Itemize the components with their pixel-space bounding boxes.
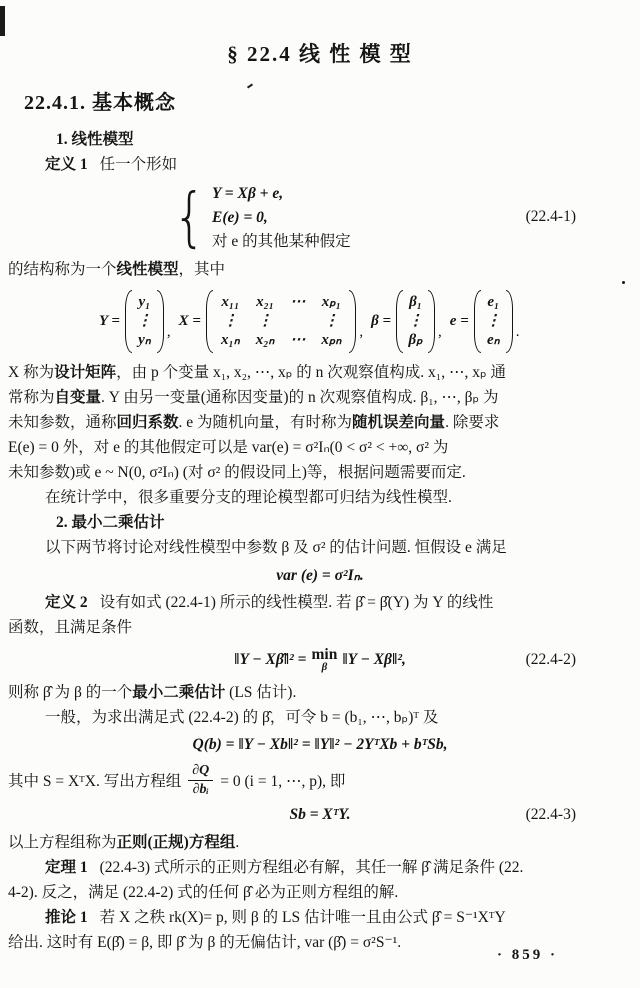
term-design-matrix: 设计矩阵 <box>54 364 117 381</box>
e-vector <box>474 290 513 353</box>
x-cell: xₚ₁ <box>321 293 341 310</box>
system-line-1: Y = Xβ + e, <box>212 185 284 202</box>
structure-text: 的结构称为一个 <box>8 261 117 278</box>
eq3-body: Sb = XᵀY. <box>289 806 351 823</box>
text: 其中 S = XᵀX. 写出方程组 <box>8 773 182 790</box>
term-random-error-vector: 随机误差向量 <box>352 414 446 431</box>
corollary-1-line-2: 给出. 这时有 E(β̂) = β, 即 β̂ 为 β 的无偏估计, var (β̂) = σ²S⁻¹. <box>8 934 402 951</box>
equation-number-1: (22.4-1) <box>525 208 576 225</box>
matrix-definitions <box>94 285 632 357</box>
system-lines <box>212 182 351 254</box>
paragraph-design-matrix-2 <box>8 385 632 410</box>
section-heading: 22.4.1. 基本概念 <box>24 92 176 114</box>
page-number: · 859 · <box>496 947 558 963</box>
fraction-numerator: ∂Q <box>188 763 213 781</box>
definition-2-line-1 <box>8 590 632 615</box>
paragraph-general: 一般，为求出满足式 (22.4-2) 的 β̂，可令 b = (b₁, ⋯, bₚ)ᵀ 及 <box>45 709 439 726</box>
term-independent-variable: 自变量 <box>54 389 102 406</box>
scan-artifact <box>622 281 625 284</box>
beta-dots: ⋮ <box>408 312 424 329</box>
y-entry: yₙ <box>138 331 151 348</box>
paragraph-normal-equations <box>8 830 632 855</box>
definition-1-label: 定义 1 <box>45 156 88 173</box>
paragraph-design-matrix-4: E(e) = 0 外，对 e 的其他假定可以是 var(e) = σ²Iₙ(0 < σ² < +∞, σ² 为 <box>8 439 449 456</box>
text: = 0 (i = 1, ⋯, p), 即 <box>220 773 346 790</box>
derivative-line <box>8 760 632 800</box>
equation-system <box>169 182 350 254</box>
text: X 称为 <box>8 364 55 381</box>
equation-22-4-2 <box>8 640 632 680</box>
chapter-title: § 22.4 线 性 模 型 <box>227 42 413 66</box>
paragraph-design-matrix-3 <box>8 410 632 435</box>
theorem-1-text: (22.4-3) 式所示的正则方程组必有解，其任一解 β̂ 满足条件 (22. <box>99 859 524 876</box>
separator: , <box>438 324 442 340</box>
beta-vector-label: β = <box>371 312 392 329</box>
paragraph-design-matrix-5: 未知参数)或 e ~ N(0, σ²Iₙ) (对 σ² 的假设同上)等，根据问题需要而定. <box>8 464 466 481</box>
equation-22-4-3 <box>8 800 632 830</box>
separator: , <box>359 324 364 340</box>
separator: . <box>515 324 520 340</box>
definition-2-label: 定义 2 <box>45 594 88 611</box>
x-dots: ⋮ <box>222 312 238 329</box>
x-dots: ⋮ <box>323 312 339 329</box>
system-line-2: E(e) = 0, <box>212 209 268 226</box>
text: ，由 p 个变量 x₁, x₂, ⋯, xₚ 的 n 次观察值构成. x₁, ⋯, xₚ 通 <box>116 364 506 381</box>
text: . Y 由另一变量(通称因变量)的 n 次观察值构成. β₁, ⋯, βₚ 为 <box>101 389 499 406</box>
min-label: min <box>311 646 338 663</box>
x-cell: x₁ₙ <box>220 331 240 348</box>
x-cell: ⋯ <box>290 331 306 348</box>
text: 未知参数，通称 <box>8 414 117 431</box>
definition-1-text: 任一个形如 <box>99 156 178 173</box>
text: (LS 估计). <box>225 684 297 701</box>
x-cell: ⋯ <box>290 293 306 310</box>
corollary-1-line-1 <box>8 905 632 930</box>
fraction-denominator: ∂bᵢ <box>192 781 209 797</box>
y-vector-label: Y = <box>99 312 120 329</box>
scan-artifact <box>0 6 5 36</box>
corollary-1-label: 推论 1 <box>45 909 88 926</box>
paragraph-statistics: 在统计学中，很多重要分支的理论模型都可归结为线性模型. <box>45 489 452 506</box>
theorem-1-line-2: 4-2). 反之，满足 (22.4-2) 式的任何 β̂ 必为正则方程组的解. <box>8 884 399 901</box>
corollary-1-text: 若 X 之秩 rk(X)= p, 则 β 的 LS 估计唯一且由公式 β̂ = S⁻¹XᵀY <box>99 909 506 926</box>
term-normal-equations: 正则(正规)方程组 <box>116 834 236 851</box>
paragraph-intro-ls: 以下两节将讨论对线性模型中参数 β 及 σ² 的估计问题. 恒假设 e 满足 <box>45 539 507 556</box>
x-dots: ⋮ <box>257 312 273 329</box>
paragraph-design-matrix-1 <box>8 360 632 385</box>
equation-number-2: (22.4-2) <box>525 651 576 668</box>
separator: , <box>166 324 171 340</box>
structure-tail: ，其中 <box>178 261 226 278</box>
y-entry: y₁ <box>138 293 151 310</box>
text: 常称为 <box>8 389 55 406</box>
structure-sentence <box>8 257 632 282</box>
partial-derivative-fraction <box>188 763 213 798</box>
equation-var: var (e) = σ²Iₙ. <box>276 566 364 584</box>
x-matrix <box>206 290 356 353</box>
x-cell: x₂₁ <box>256 293 275 310</box>
paragraph-ls-estimate <box>8 680 632 705</box>
term-least-squares-estimate: 最小二乘估计 <box>132 684 226 701</box>
term-regression-coefficient: 回归系数 <box>116 414 179 431</box>
system-line-3: 对 e 的其他某种假定 <box>212 233 351 250</box>
x-matrix-label: X = <box>178 312 201 329</box>
eq2-left: ‖Y − Xβ̂‖² = <box>234 651 307 668</box>
beta-vector <box>396 290 435 353</box>
y-vector <box>125 290 164 353</box>
y-dots: ⋮ <box>136 312 152 329</box>
e-entry: e₁ <box>487 293 500 310</box>
theorem-1-label: 定理 1 <box>45 859 88 876</box>
theorem-1-line-1 <box>8 855 632 880</box>
subsection-least-squares: 2. 最小二乘估计 <box>56 514 165 531</box>
x-cell: x₂ₙ <box>255 331 275 348</box>
beta-entry: βₚ <box>408 331 423 348</box>
text: . 除要求 <box>445 414 500 431</box>
e-dots: ⋮ <box>485 312 501 329</box>
equation-22-4-1 <box>8 177 632 257</box>
min-operator <box>311 647 337 673</box>
min-subscript: β <box>321 661 328 673</box>
equation-number-3: (22.4-3) <box>525 806 576 823</box>
subsection-linear-model: 1. 线性模型 <box>56 131 134 148</box>
beta-entry: β₁ <box>409 293 422 310</box>
left-brace <box>173 186 206 250</box>
x-cell: x₁₁ <box>221 293 240 310</box>
definition-1 <box>8 152 632 177</box>
text: . <box>235 834 240 851</box>
text: . e 为随机向量，有时称为 <box>178 414 353 431</box>
structure-term: 线性模型 <box>116 261 179 278</box>
definition-2-line-2: 函数，且满足条件 <box>8 619 133 636</box>
equation-q: Q(b) = ‖Y − Xb‖² = ‖Y‖² − 2YᵀXb + bᵀSb, <box>192 736 448 753</box>
text: 以上方程组称为 <box>8 834 117 851</box>
definition-2-text: 设有如式 (22.4-1) 所示的线性模型. 若 β̂ = β̂(Y) 为 Y 的线性 <box>99 594 494 611</box>
eq2-right: ‖Y − Xβ‖², <box>342 651 406 668</box>
e-vector-label: e = <box>449 312 469 329</box>
text: 则称 β̂ 为 β 的一个 <box>8 684 133 701</box>
x-cell: xₚₙ <box>321 331 342 348</box>
e-entry: eₙ <box>486 331 500 348</box>
